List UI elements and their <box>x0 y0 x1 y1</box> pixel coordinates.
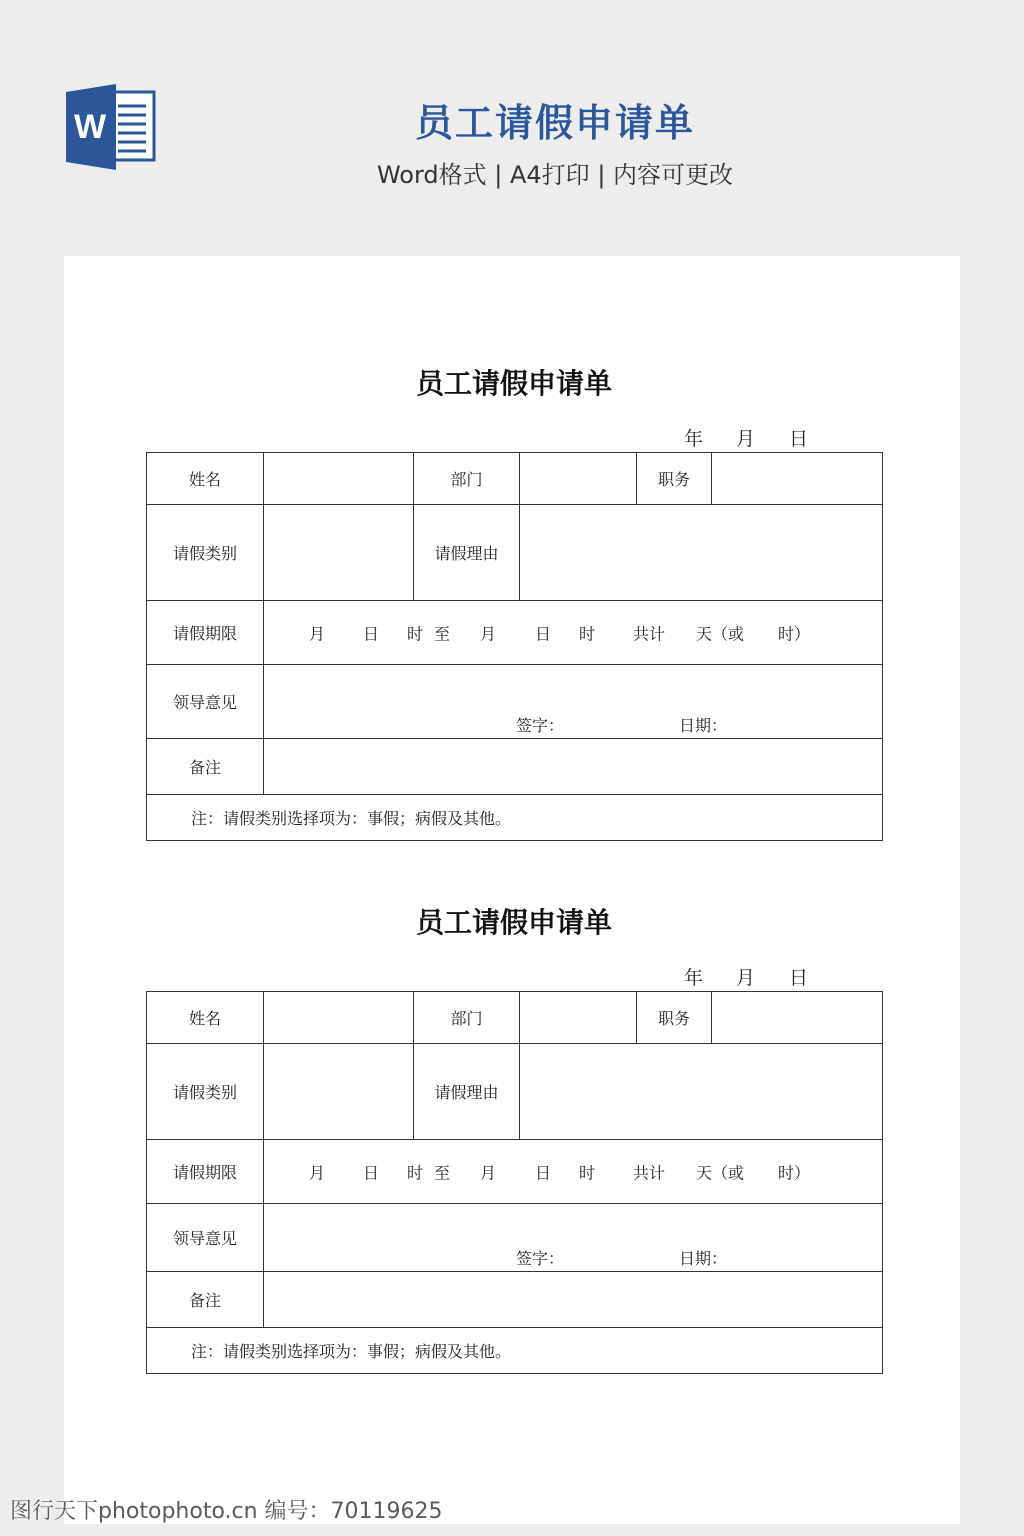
month-label: 月 <box>736 428 756 450</box>
period-part: 月 <box>480 1163 497 1182</box>
form-note: 注：请假类别选择项为：事假；病假及其他。 <box>147 1328 883 1374</box>
leave-period-cell[interactable] <box>264 601 883 665</box>
leave-period-cell[interactable] <box>264 1140 883 1204</box>
leave-type-cell[interactable] <box>264 1044 414 1140</box>
period-part: 日 <box>363 624 380 643</box>
period-part: 至 <box>434 624 451 643</box>
leader-opinion-label: 领导意见 <box>147 1204 264 1272</box>
period-part: 时 <box>407 624 424 643</box>
remarks-label: 备注 <box>147 1272 264 1328</box>
period-part: 时） <box>778 1163 811 1182</box>
dept-label: 部门 <box>414 992 520 1044</box>
period-part: 日 <box>535 1163 552 1182</box>
position-label: 职务 <box>637 992 712 1044</box>
name-cell[interactable] <box>264 992 414 1044</box>
leave-form-1 <box>146 364 882 841</box>
period-part: 时 <box>579 624 596 643</box>
period-part: 时 <box>579 1163 596 1182</box>
leave-reason-cell[interactable] <box>520 1044 883 1140</box>
opinion-date-label: 日期： <box>679 716 728 735</box>
name-cell[interactable] <box>264 453 414 505</box>
word-logo-icon <box>64 82 156 172</box>
leave-reason-cell[interactable] <box>520 505 883 601</box>
dept-cell[interactable] <box>520 453 637 505</box>
form-title: 员工请假申请单 <box>415 367 612 400</box>
page-subtitle: Word格式 | A4打印 | 内容可更改 <box>376 161 734 189</box>
signature-label: 签字： <box>516 716 565 735</box>
period-part: 至 <box>434 1163 451 1182</box>
period-part: 月 <box>309 624 326 643</box>
dept-label: 部门 <box>414 453 520 505</box>
leave-reason-label: 请假理由 <box>414 1044 520 1140</box>
remarks-label: 备注 <box>147 739 264 795</box>
document-page <box>64 256 960 1524</box>
period-part: 共计 <box>633 624 666 643</box>
name-label: 姓名 <box>147 992 264 1044</box>
leave-table <box>146 452 883 841</box>
period-part: 月 <box>480 624 497 643</box>
leave-form-2 <box>146 903 882 1374</box>
date-line <box>146 420 882 452</box>
position-cell[interactable] <box>712 992 883 1044</box>
period-part: 日 <box>363 1163 380 1182</box>
month-label: 月 <box>736 967 756 989</box>
leader-opinion-label: 领导意见 <box>147 665 264 739</box>
leave-type-cell[interactable] <box>264 505 414 601</box>
period-part: 天（或 <box>696 624 745 643</box>
day-label: 日 <box>789 428 809 450</box>
watermark: 图行天下photophoto.cn 编号：70119625 <box>10 1499 443 1524</box>
leave-table <box>146 991 883 1374</box>
period-part: 月 <box>309 1163 326 1182</box>
form-note: 注：请假类别选择项为：事假；病假及其他。 <box>147 795 883 841</box>
remarks-cell[interactable] <box>264 739 883 795</box>
period-part: 时） <box>778 624 811 643</box>
signature-label: 签字： <box>516 1249 565 1268</box>
dept-cell[interactable] <box>520 992 637 1044</box>
year-label: 年 <box>684 428 704 450</box>
word-logo-letter: W <box>73 108 107 146</box>
period-part: 共计 <box>633 1163 666 1182</box>
page-title: 员工请假申请单 <box>414 101 695 145</box>
period-part: 日 <box>535 624 552 643</box>
leave-reason-label: 请假理由 <box>414 505 520 601</box>
leader-opinion-cell[interactable] <box>264 665 883 739</box>
name-label: 姓名 <box>147 453 264 505</box>
year-label: 年 <box>684 967 704 989</box>
position-cell[interactable] <box>712 453 883 505</box>
leave-period-label: 请假期限 <box>147 1140 264 1204</box>
day-label: 日 <box>789 967 809 989</box>
remarks-cell[interactable] <box>264 1272 883 1328</box>
leader-opinion-cell[interactable] <box>264 1204 883 1272</box>
leave-type-label: 请假类别 <box>147 505 264 601</box>
date-line <box>146 959 882 991</box>
leave-type-label: 请假类别 <box>147 1044 264 1140</box>
position-label: 职务 <box>637 453 712 505</box>
opinion-date-label: 日期： <box>679 1249 728 1268</box>
form-title: 员工请假申请单 <box>415 906 612 939</box>
leave-period-label: 请假期限 <box>147 601 264 665</box>
period-part: 天（或 <box>696 1163 745 1182</box>
period-part: 时 <box>407 1163 424 1182</box>
